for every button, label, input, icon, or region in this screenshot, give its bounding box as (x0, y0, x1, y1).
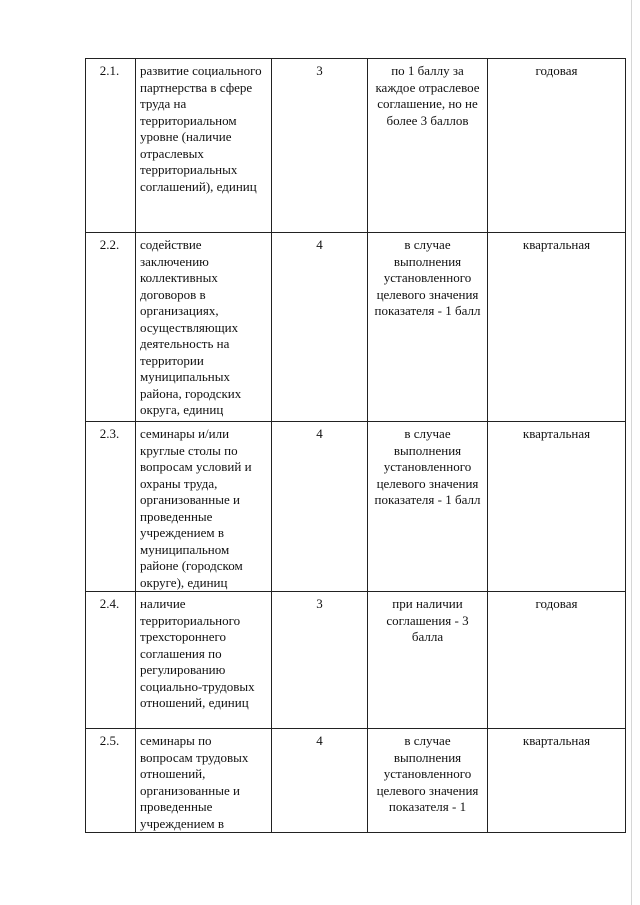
table-row (86, 422, 626, 592)
row-number: 2.3. (86, 422, 136, 592)
periodicity: годовая (488, 592, 626, 729)
row-number: 2.4. (86, 592, 136, 729)
indicator-description: развитие социального партнерства в сфере труда на территориальном уровне (наличие отраслевых территориальных соглашений), единиц (136, 59, 272, 233)
indicator-description: наличие территориального трехстороннего соглашения по регулированию социально-трудовых отношений, единиц (136, 592, 272, 729)
table-row (86, 729, 626, 833)
criteria-table (85, 58, 626, 833)
table-row (86, 59, 626, 233)
max-points: 4 (272, 729, 368, 833)
periodicity: квартальная (488, 233, 626, 422)
table-row (86, 592, 626, 729)
max-points: 4 (272, 422, 368, 592)
periodicity: годовая (488, 59, 626, 233)
row-number: 2.5. (86, 729, 136, 833)
indicator-description: семинары и/или круглые столы по вопросам условий и охраны труда, организованные и проведенные учреждением в муниципальном районе (городском округе), единиц (136, 422, 272, 592)
scoring-rule: в случае выполнения установленного целевого значения показателя - 1 балл (368, 233, 488, 422)
periodicity: квартальная (488, 422, 626, 592)
indicator-description: семинары по вопросам трудовых отношений, организованные и проведенные учреждением в (136, 729, 272, 833)
indicator-description: содействие заключению коллективных договоров в организациях, осуществляющих деятельность на территории муниципальных района, городских округа, единиц (136, 233, 272, 422)
scoring-rule: в случае выполнения установленного целевого значения показателя - 1 балл (368, 422, 488, 592)
row-number: 2.1. (86, 59, 136, 233)
max-points: 4 (272, 233, 368, 422)
row-number: 2.2. (86, 233, 136, 422)
table-row (86, 233, 626, 422)
scoring-rule: при наличии соглашения - 3 балла (368, 592, 488, 729)
max-points: 3 (272, 59, 368, 233)
scoring-rule: по 1 баллу за каждое отраслевое соглашение, но не более 3 баллов (368, 59, 488, 233)
max-points: 3 (272, 592, 368, 729)
scoring-rule: в случае выполнения установленного целевого значения показателя - 1 (368, 729, 488, 833)
periodicity: квартальная (488, 729, 626, 833)
page-edge-line (631, 0, 632, 905)
